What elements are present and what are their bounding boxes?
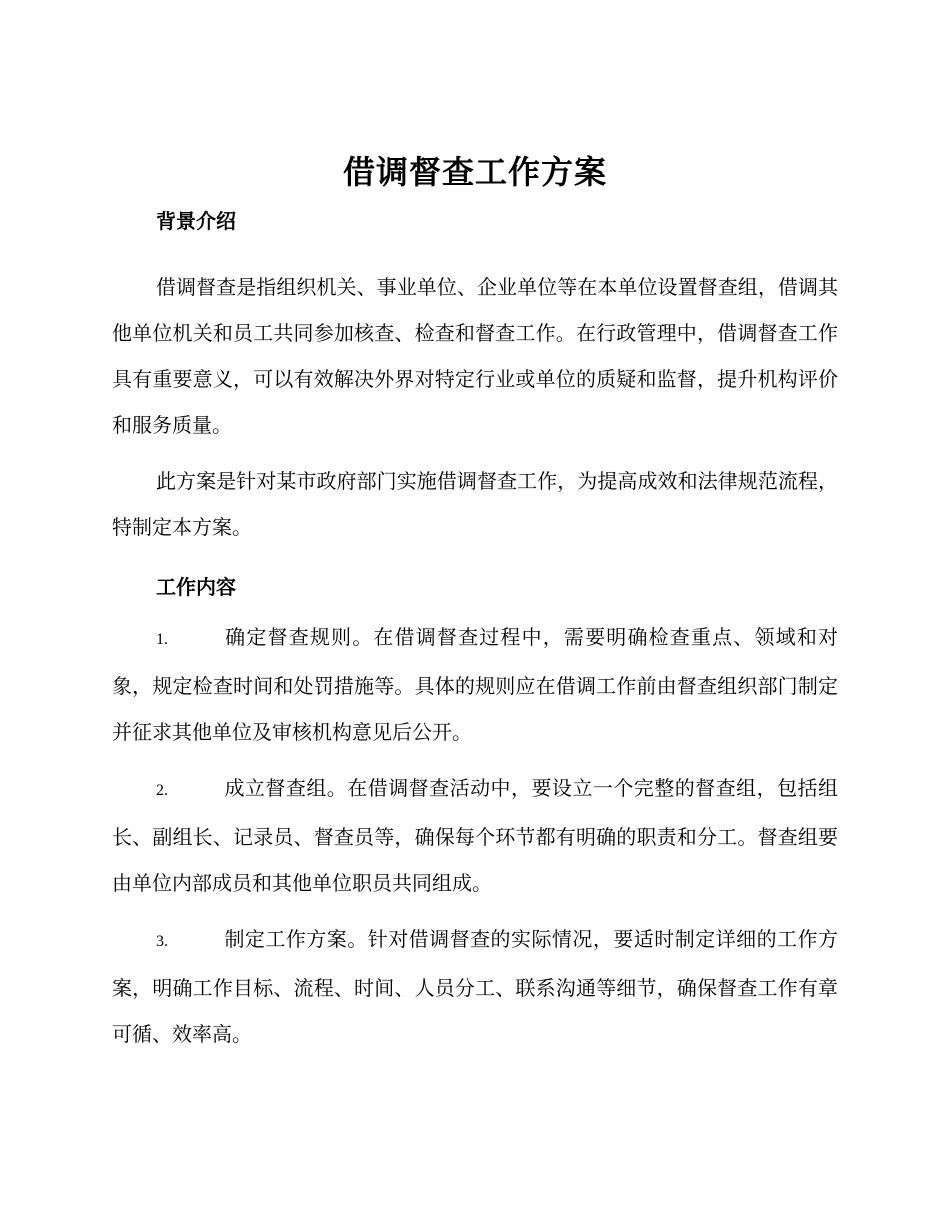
section-heading-background: 背景介绍 [156, 209, 236, 233]
list-item [112, 916, 838, 1057]
background-paragraph-1: 借调督查是指组织机关、事业单位、企业单位等在本单位设置督查组，借调其他单位机关和员工共同参加核查、检查和督查工作。在行政管理中，借调督查工作具有重要意义，可以有效解决外界对特定行业或单位的质疑和监督，提升机构评价和服务质量。 [112, 275, 838, 437]
list-item-text: 成立督查组。在借调督查活动中，要设立一个完整的督查组，包括组长、副组长、记录员、督查员等，确保每个环节都有明确的职责和分工。督查组要由单位内部成员和其他单位职员共同组成。 [112, 776, 838, 895]
background-paragraph-2: 此方案是针对某市政府部门实施借调督查工作，为提高成效和法律规范流程，特制定本方案。 [112, 469, 838, 539]
list-item-number: 2. [156, 782, 168, 799]
list-item-number: 3. [156, 933, 168, 950]
list-item-text: 制定工作方案。针对借调督查的实际情况，要适时制定详细的工作方案，明确工作目标、流程、时间、人员分工、联系沟通等细节，确保督查工作有章可循、效率高。 [112, 927, 838, 1046]
section-heading-work-content: 工作内容 [156, 575, 236, 599]
list-item-text: 确定督查规则。在借调督查过程中，需要明确检查重点、领域和对象，规定检查时间和处罚措施等。具体的规则应在借调工作前由督查组织部门制定并征求其他单位及审核机构意见后公开。 [112, 625, 838, 744]
list-item [112, 765, 838, 906]
list-item-number: 1. [156, 631, 168, 648]
list-item [112, 614, 838, 755]
document-title: 借调督查工作方案 [342, 153, 607, 191]
